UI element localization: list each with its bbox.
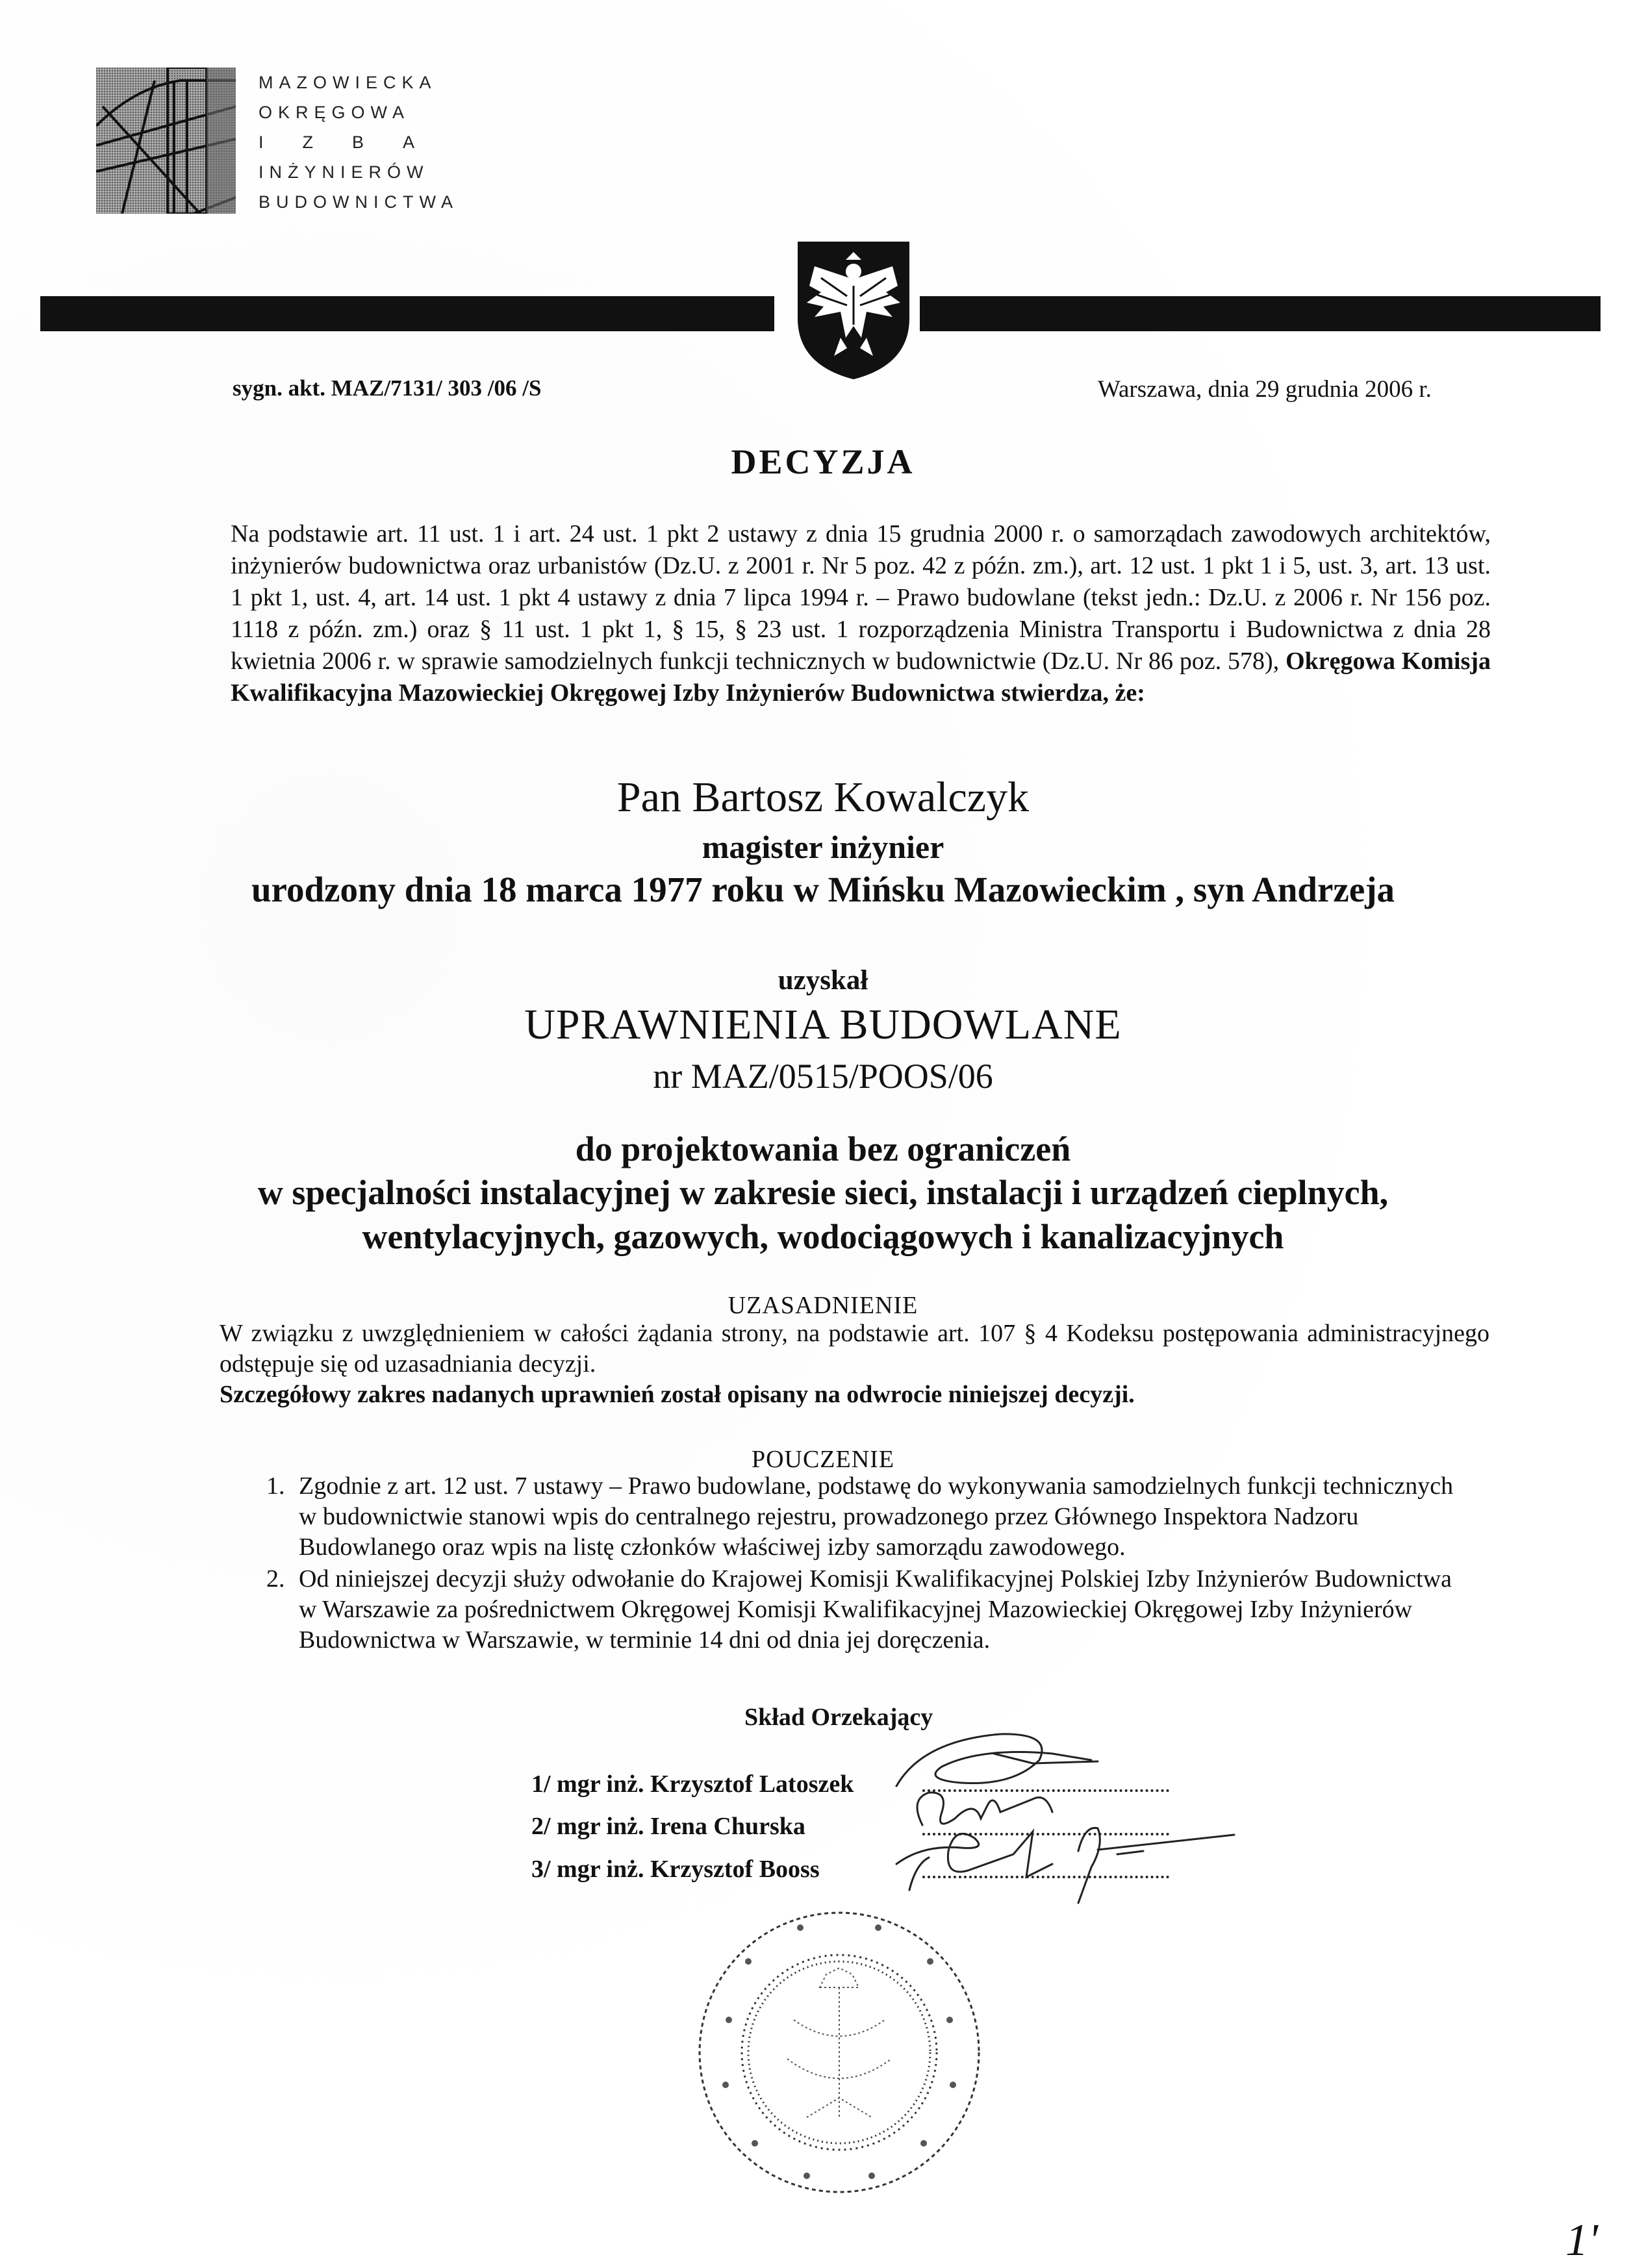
permission-scope-line-3: wentylacyjnych, gazowych, wodociągowych i kanalizacyjnych: [362, 1217, 1284, 1256]
panel-member-2: 2/ mgr inż. Irena Churska: [531, 1813, 805, 1840]
panel-heading: Skład Orzekający: [744, 1704, 933, 1731]
person-degree: magister inżynier: [702, 829, 944, 865]
permission-scope-line-2: w specjalności instalacyjnej w zakresie sieci, instalacji i urządzeń cieplnych,: [257, 1173, 1389, 1212]
justification-bold: Szczegółowy zakres nadanych uprawnień został opisany na odwrocie niniejszej decyzji.: [220, 1381, 1135, 1408]
instruction-item-number: 1.: [266, 1472, 285, 1500]
instruction-item: [266, 1471, 1468, 1563]
permission-number: nr MAZ/0515/POOS/06: [653, 1057, 993, 1096]
legal-basis-paragraph: [231, 518, 1491, 709]
logo-line-2: OKRĘGOWA: [259, 103, 411, 122]
instruction-list: [266, 1471, 1468, 1657]
issue-date: Warszawa, dnia 29 grudnia 2006 r.: [1098, 376, 1432, 403]
logo-line-5: BUDOWNICTWA: [259, 192, 459, 212]
legal-basis-bold: Okręgowa Komisja Kwalifikacyjna Mazowieckiej Okręgowej Izby Inżynierów Budownictwa stwierdza, że:: [231, 648, 1491, 707]
official-seal-icon: [690, 1903, 989, 2202]
permission-scope-line-1: do projektowania bez ograniczeń: [575, 1129, 1071, 1168]
justification-text: W związku z uwzględnieniem w całości żądania strony, na podstawie art. 107 § 4 Kodeksu postępowania administracyjnego odstępuje się od uzasadniania decyzji.: [220, 1320, 1489, 1378]
person-birth-info: urodzony dnia 18 marca 1977 roku w Mińsku Mazowieckim , syn Andrzeja: [251, 870, 1395, 909]
instruction-item: [266, 1564, 1468, 1656]
person-name: Pan Bartosz Kowalczyk: [616, 774, 1030, 821]
justification-section: [220, 1318, 1489, 1410]
handwritten-signatures: [883, 1715, 1312, 1909]
logo-line-3: I Z B A: [259, 132, 414, 152]
justification-heading: UZASADNIENIE: [728, 1292, 918, 1319]
header-bar-right: [920, 296, 1601, 331]
chamber-logo-icon: [96, 68, 236, 214]
header-bar-left: [40, 296, 774, 331]
panel-member-3: 3/ mgr inż. Krzysztof Booss: [531, 1856, 820, 1883]
logo-line-4: INŻYNIERÓW: [259, 162, 429, 182]
instruction-item-text: Zgodnie z art. 12 ust. 7 ustawy – Prawo budowlane, podstawę do wykonywania samodzielnych funkcji technicznych w budownictwie stanowi wpis do centralnego rejestru, prowadzonego przez Głównego Inspektora Nadzoru Budowlanego oraz wpis na listę członków właściwej izby samorządu zawodowego.: [299, 1472, 1454, 1561]
legal-basis-text: Na podstawie art. 11 ust. 1 i art. 24 ust. 1 pkt 2 ustawy z dnia 15 grudnia 2000 r. o samorządach zawodowych architektów, inżynierów budownictwa oraz urbanistów (Dz.U. z 2001 r. Nr 5 poz. 42 z późn. zm.), art. 12 ust. 1 pkt 1 i 5, ust. 3, art. 13 ust. 1 pkt 1, ust. 4, art. 14 ust. 1 pkt 4 ustawy z dnia 7 lipca 1994 r. – Prawo budowlane (tekst jedn.: Dz.U. z 2006 r. Nr 156 poz. 1118 z późn. zm.) oraz § 11 ust. 1 pkt 1, § 15, § 23 ust. 1 rozporządzenia Ministra Transportu i Budownictwa z dnia 28 kwietnia 2006 r. w sprawie samodzielnych funkcji technicznych w budownictwie (Dz.U. Nr 86 poz. 578),: [231, 520, 1491, 675]
obtained-label: uzyskał: [778, 965, 868, 996]
document-title: DECYZJA: [731, 442, 915, 481]
case-reference: sygn. akt. MAZ/7131/ 303 /06 /S: [233, 375, 542, 401]
instruction-item-number: 2.: [266, 1565, 285, 1593]
instruction-heading: POUCZENIE: [751, 1446, 895, 1473]
panel-member-1: 1/ mgr inż. Krzysztof Latoszek: [531, 1770, 854, 1798]
instruction-item-text: Od niniejszej decyzji służy odwołanie do Krajowej Komisji Kwalifikacyjnej Polskiej Izby Inżynierów Budownictwa w Warszawie za pośrednictwem Okręgowej Komisji Kwalifikacyjnej Mazowieckiej Okręgowej Izby Inżynierów Budownictwa w Warszawie, w terminie 14 dni od dnia jej doręczenia.: [299, 1565, 1452, 1654]
permission-title: UPRAWNIENIA BUDOWLANE: [524, 1001, 1122, 1048]
page-mark: 1': [1565, 2215, 1598, 2265]
logo-line-1: MAZOWIECKA: [259, 73, 437, 92]
eagle-emblem-icon: [795, 240, 912, 381]
chamber-name: [259, 68, 459, 217]
